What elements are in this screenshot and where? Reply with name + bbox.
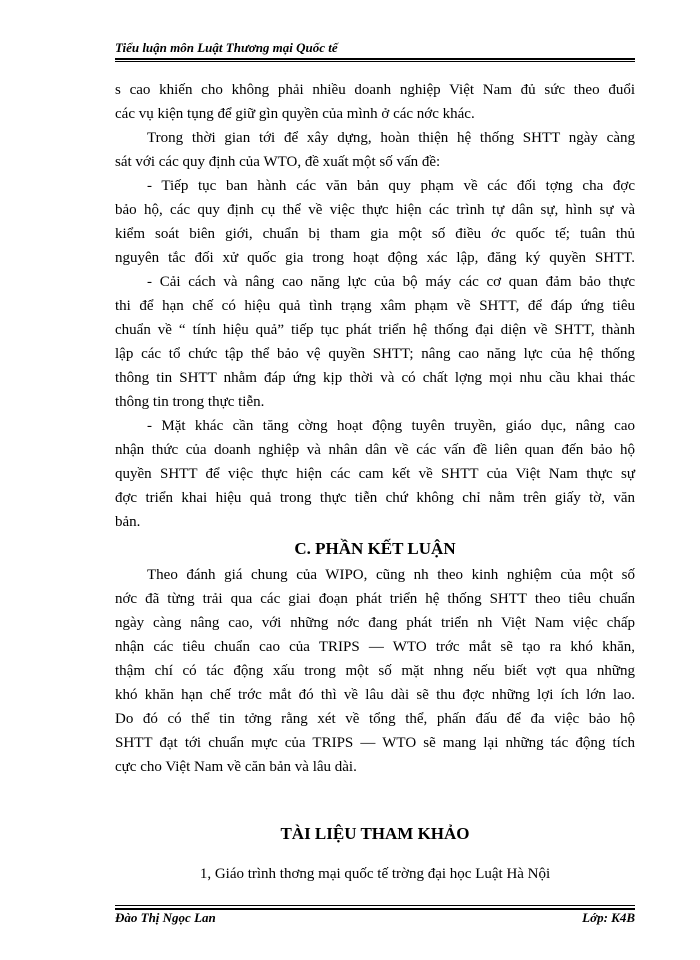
body-line: s cao khiến cho không phải nhiều doanh nghiệp Việt Nam đủ sức theo đuổi [115,82,635,98]
body-line: đợc triển khai hiệu quả trong thực tiễn chứ không chỉ nằm trên giấy tờ, văn [115,490,635,506]
conclusion-line: SHTT đạt tới chuẩn mực của TRIPS — WTO sẽ mang lại những tác động tích [115,735,635,751]
conclusion-line: cực cho Việt Nam về căn bản và lâu dài. [115,759,357,775]
page-footer [115,910,635,926]
body-line: quyền SHTT để việc thực hiện các cam kết về SHTT của Việt Nam thực sự [115,466,635,482]
body-line: kiểm soát biên giới, chuẩn bị tham gia một số điều ớc quốc tế; tuân thủ [115,226,635,242]
conclusion-line: nhận các tiêu chuẩn cao của TRIPS — WTO trớc mắt sẽ tạo ra khó khăn, [115,639,635,655]
body-line: Trong thời gian tới để xây dựng, hoàn thiện hệ thống SHTT ngày càng [147,130,635,146]
body-line: bảo hộ, các quy định cụ thể về việc thực hiện các trình tự dân sự, hình sự và [115,202,635,218]
body-line: chuẩn về “ tính hiệu quả” tiếp tục phát triển hệ thống đại diện về SHTT, thành [115,322,635,338]
header-rule-thin [115,61,635,62]
conclusion-line: Do đó có thể tin tởng rằng xét về tổng thể, phấn đấu để đa việc bảo hộ [115,711,635,727]
body-line: - Tiếp tục ban hành các văn bản quy phạm về các đối tợng cha đợc [147,178,635,194]
body-line: lập các tổ chức tập thể bảo vệ quyền SHTT; nâng cao năng lực của hệ thống [115,346,635,362]
body-line: sát với các quy định của WTO, đề xuất một số vấn đề: [115,154,441,170]
body-line: - Cải cách và nâng cao năng lực của bộ máy các cơ quan đảm bảo thực [147,274,635,290]
header-rule [115,58,635,60]
body-line: nguyên tắc đối xử quốc gia trong hoạt động xác lập, đăng ký quyền SHTT. [115,250,635,266]
conclusion-line: Theo đánh giá chung của WIPO, cũng nh theo kinh nghiệm của một số [147,567,635,583]
body-line: thông tin trong thực tiễn. [115,394,265,410]
body-line: thông tin SHTT nhằm đáp ứng kịp thời và có chất lợng mọi nhu cầu khai thác [115,370,635,386]
page-header: Tiểu luận môn Luật Thương mại Quốc tế [115,40,338,55]
body-line: thi để hạn chế có hiệu quả tình trạng xâm phạm về SHTT, để đáp ứng tiêu [115,298,635,314]
conclusion-line: nớc đã từng trải qua các giai đoạn phát triển hệ thống SHTT theo tiêu chuẩn [115,591,635,607]
conclusion-line: ngày càng nâng cao, với những nớc đang phát triển nh Việt Nam việc chấp [115,615,635,631]
conclusion-line: khó khăn hạn chế trớc mắt đó thì về lâu dài sẽ thu đợc những lợi ích lớn lao. [115,687,635,703]
footer-rule-thin [115,905,635,906]
references-heading: TÀI LIỆU THAM KHẢO [280,824,470,843]
body-line: bản. [115,514,141,530]
reference-item: 1, Giáo trình thơng mại quốc tế trờng đại học Luật Hà Nội [199,866,551,882]
footer-class: Lớp: K4B [582,910,635,925]
footer-author: Đào Thị Ngọc Lan [115,910,216,925]
conclusion-line: thậm chí có tác động xấu trong một số mặt nhng nếu biết vợt qua những [115,663,635,679]
body-line: các vụ kiện tụng để giữ gìn quyền của mình ở các nớc khác. [115,106,475,122]
section-heading-conclusion: C. PHẦN KẾT LUẬN [294,539,456,558]
body-line: - Mặt khác cần tăng cờng hoạt động tuyên truyền, giáo dục, nâng cao [147,418,635,434]
body-line: nhận thức của doanh nghiệp và nhân dân về các vấn đề liên quan đến bảo hộ [115,442,635,458]
